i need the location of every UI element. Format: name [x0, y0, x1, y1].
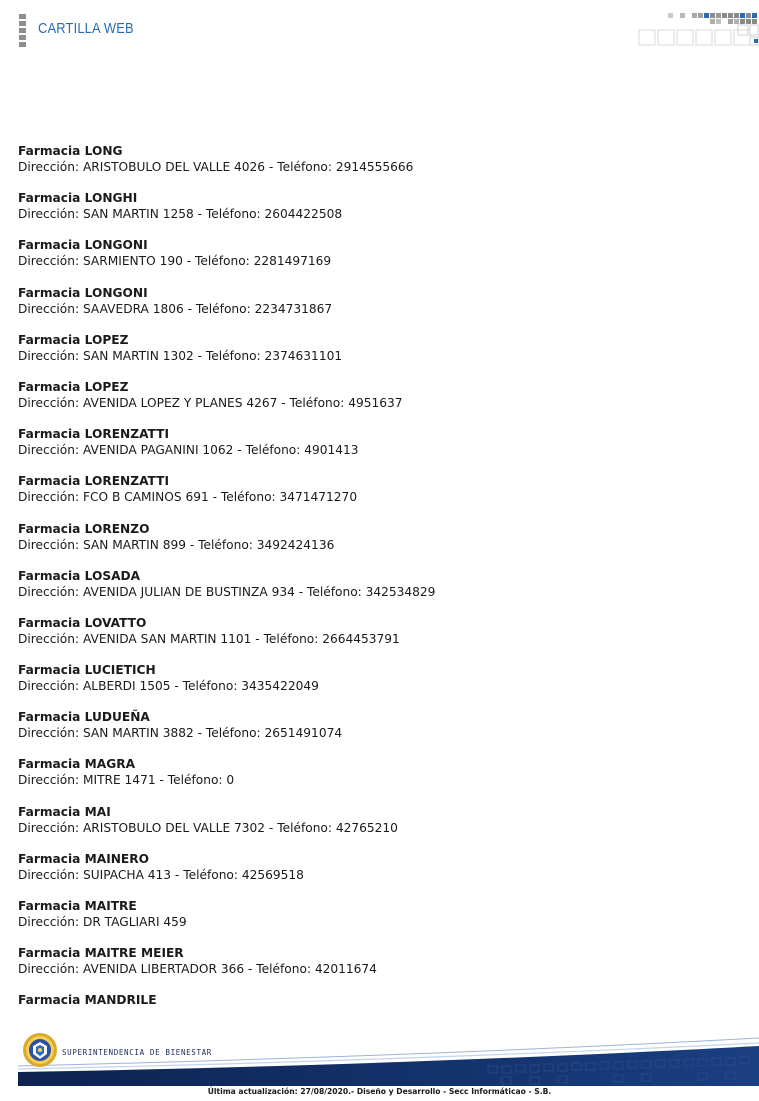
pharmacy-name: Farmacia LORENZATTI	[18, 474, 170, 489]
pharmacy-name: Farmacia MANDRILE	[18, 993, 157, 1008]
pharmacy-name: Farmacia MAINERO	[18, 851, 150, 866]
pharmacy-address: Dirección: SUIPACHA 413 - Teléfono: 42569518	[18, 867, 304, 882]
pharmacy-address: Dirección: SAN MARTIN 1258 - Teléfono: 2604422508	[18, 207, 343, 222]
pharmacy-address: Dirección: SAN MARTIN 1302 - Teléfono: 2374631101	[18, 348, 343, 363]
pharmacy-address: Dirección: AVENIDA LOPEZ Y PLANES 4267 - Teléfono: 4951637	[18, 395, 403, 410]
pharmacy-address: Dirección: SARMIENTO 190 - Teléfono: 2281497169	[18, 254, 332, 269]
pharmacy-name: Farmacia LOPEZ	[18, 379, 129, 394]
pharmacy-address: Dirección: DR TAGLIARI 459	[18, 915, 187, 929]
pharmacy-name: Farmacia MAGRA	[18, 757, 136, 772]
pharmacy-address: Dirección: SAN MARTIN 899 - Teléfono: 3492424136	[18, 537, 335, 552]
pharmacy-address: Dirección: AVENIDA SAN MARTIN 1101 - Teléfono: 2664453791	[18, 631, 400, 646]
pharmacy-name: Farmacia MAITRE MEIER	[18, 946, 184, 961]
list-item	[18, 473, 738, 520]
pharmacy-list	[18, 143, 738, 1040]
list-item	[18, 521, 738, 568]
list-item	[18, 945, 738, 992]
list-item	[18, 285, 738, 332]
list-item	[18, 662, 738, 709]
pharmacy-name: Farmacia LOPEZ	[18, 332, 129, 347]
pharmacy-name: Farmacia LORENZATTI	[18, 427, 170, 442]
list-item	[18, 379, 738, 426]
pharmacy-name: Farmacia MAI	[18, 804, 111, 819]
pharmacy-name: Farmacia LOVATTO	[18, 615, 147, 630]
pharmacy-name: Farmacia LONGONI	[18, 285, 148, 300]
pharmacy-name: Farmacia LONG	[18, 144, 123, 158]
pharmacy-name: Farmacia LONGHI	[18, 191, 138, 206]
pharmacy-name: Farmacia LUCIETICH	[18, 663, 156, 678]
bar-segments-icon	[19, 14, 26, 47]
list-item	[18, 898, 738, 945]
pharmacy-name: Farmacia LOSADA	[18, 568, 141, 583]
list-item	[18, 615, 738, 662]
pharmacy-address: Dirección: AVENIDA LIBERTADOR 366 - Teléfono: 42011674	[18, 962, 377, 977]
pharmacy-address: Dirección: ARISTOBULO DEL VALLE 7302 - Teléfono: 42765210	[18, 820, 398, 835]
list-item	[18, 143, 738, 190]
pharmacy-address: Dirección: ARISTOBULO DEL VALLE 4026 - Teléfono: 2914555666	[18, 160, 414, 174]
pharmacy-name: Farmacia LONGONI	[18, 238, 148, 253]
pharmacy-name: Farmacia LORENZO	[18, 521, 150, 536]
list-item	[18, 426, 738, 473]
emblem-seal-icon	[22, 1032, 58, 1068]
pharmacy-address: Dirección: FCO B CAMINOS 691 - Teléfono: 3471471270	[18, 490, 358, 505]
pharmacy-address: Dirección: AVENIDA JULIAN DE BUSTINZA 934 - Teléfono: 342534829	[18, 584, 436, 599]
list-item	[18, 804, 738, 851]
organization-name: SUPERINTENDENCIA DE BIENESTAR	[62, 1048, 212, 1057]
header-title: CARTILLA WEB	[38, 20, 134, 37]
list-item	[18, 756, 738, 803]
list-item	[18, 190, 738, 237]
footer-band	[18, 1028, 759, 1086]
grid-squares-decoration	[636, 11, 759, 47]
pharmacy-name: Farmacia MAITRE	[18, 899, 137, 913]
pharmacy-address: Dirección: ALBERDI 1505 - Teléfono: 3435422049	[18, 679, 319, 694]
pharmacy-address: Dirección: AVENIDA PAGANINI 1062 - Teléfono: 4901413	[18, 443, 359, 458]
list-item	[18, 568, 738, 615]
page-header	[0, 0, 759, 60]
list-item	[18, 709, 738, 756]
list-item	[18, 332, 738, 379]
pharmacy-address: Dirección: SAN MARTIN 3882 - Teléfono: 2651491074	[18, 726, 343, 741]
list-item	[18, 237, 738, 284]
footer-credit: Última actualización: 27/08/2020.- Diseño y Desarrollo - Secc Informáticao - S.B.	[207, 1087, 552, 1096]
pharmacy-name: Farmacia LUDUEÑA	[18, 710, 150, 725]
pharmacy-address: Dirección: MITRE 1471 - Teléfono: 0	[18, 773, 235, 788]
list-item	[18, 851, 738, 898]
pharmacy-address: Dirección: SAAVEDRA 1806 - Teléfono: 2234731867	[18, 301, 333, 316]
